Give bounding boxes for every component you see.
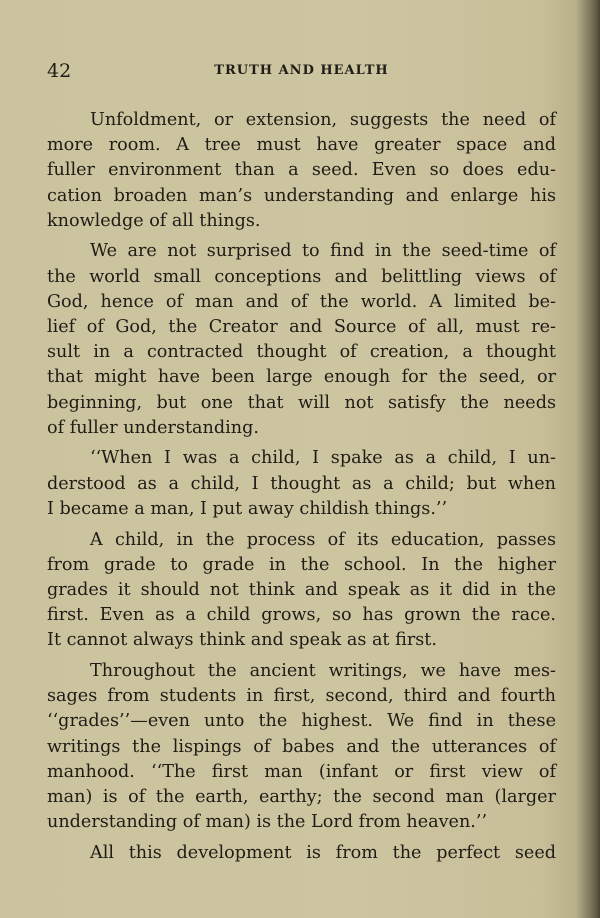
running-title: TRUTH AND HEALTH — [214, 63, 389, 78]
text-line: from grade to grade in the school. In the higher — [47, 554, 556, 575]
text-line: I became a man, I put away childish things.’’ — [47, 498, 448, 519]
text-line: lief of God, the Creator and Source of all, must re- — [47, 317, 556, 337]
paragraph — [47, 528, 556, 654]
text-line: Unfoldment, or extension, suggests the need of — [90, 110, 556, 130]
text-line: first. Even as a child grows, so has grown the race. — [47, 605, 556, 626]
text-line: ‘‘grades’’—even unto the highest. We find in these — [47, 711, 556, 732]
text-line: knowledge of all things. — [47, 210, 261, 231]
text-line: Throughout the ancient writings, we have mes- — [90, 660, 556, 681]
text-line: It cannot always think and speak as at first. — [47, 630, 437, 651]
text-line: more room. A tree must have greater space and — [47, 135, 556, 156]
text-line: of fuller understanding. — [47, 417, 259, 438]
page-header — [47, 60, 556, 84]
text-line: We are not surprised to find in the seed-time of — [90, 241, 556, 262]
text-line: A child, in the process of its education, passes — [90, 529, 556, 550]
paragraph — [47, 108, 556, 234]
text-line: that might have been large enough for the seed, or — [47, 367, 556, 388]
paragraph — [47, 659, 556, 835]
text-line: understanding of man) is the Lord from heaven.’’ — [47, 812, 488, 833]
page-body — [47, 108, 556, 871]
text-line: ‘‘When I was a child, I spake as a child, I un- — [90, 448, 556, 469]
text-line: man) is of the earth, earthy; the second man (larger — [47, 786, 556, 807]
text-line: sult in a contracted thought of creation, a thought — [47, 342, 556, 363]
text-line: fuller environment than a seed. Even so does edu- — [47, 160, 556, 181]
text-line: cation broaden man’s understanding and enlarge his — [47, 185, 556, 206]
paragraph — [47, 239, 556, 441]
text-line: manhood. ‘‘The first man (infant or first view of — [47, 761, 556, 782]
text-line: the world small conceptions and belittling views of — [47, 266, 556, 287]
text-line: beginning, but one that will not satisfy the needs — [47, 392, 556, 413]
paragraph — [47, 446, 556, 522]
text-line: sages from students in first, second, third and fourth — [47, 686, 556, 707]
text-line: writings the lispings of babes and the utterances of — [47, 736, 556, 757]
page-number: 42 — [47, 60, 72, 82]
text-line: God, hence of man and of the world. A limited be- — [47, 291, 556, 312]
text-line: grades it should not think and speak as it did in the — [47, 579, 556, 600]
text-line: derstood as a child, I thought as a child; but when — [47, 473, 556, 494]
text-line: All this development is from the perfect seed — [90, 842, 556, 863]
paragraph — [47, 841, 556, 866]
